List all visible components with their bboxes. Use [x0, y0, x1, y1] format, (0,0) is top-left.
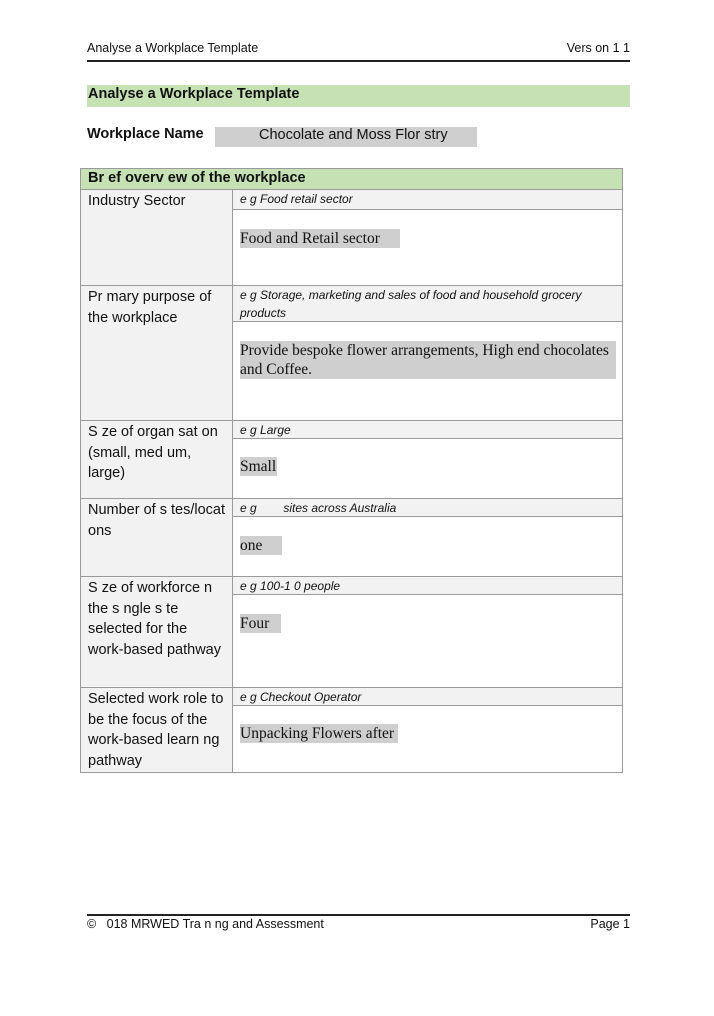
row-example: e g Food retail sector — [233, 190, 622, 210]
row-answer-cell[interactable] — [233, 210, 622, 285]
row-label: S ze of organ sat on (small, med um, large) — [81, 421, 233, 498]
row-answer[interactable]: one — [240, 536, 282, 555]
table-header: Br ef overv ew of the workplace — [81, 169, 622, 190]
row-example: e g sites across Australia — [233, 499, 622, 517]
document-heading: Analyse a Workplace Template — [87, 85, 630, 107]
table-row-sites-locations — [81, 499, 622, 577]
row-example: e g 100-1 0 people — [233, 577, 622, 595]
row-label: Pr mary purpose of the workplace — [81, 286, 233, 420]
row-answer[interactable]: Four — [240, 614, 281, 633]
row-answer-cell[interactable] — [233, 706, 622, 772]
row-example: e g Large — [233, 421, 622, 439]
row-label: S ze of workforce n the s ngle s te selected for the work-based pathway — [81, 577, 233, 687]
header-rule — [87, 60, 630, 62]
workplace-overview-table — [80, 168, 623, 773]
footer-rule — [87, 914, 630, 916]
footer-copyright: © 018 MRWED Tra n ng and Assessment — [87, 917, 324, 931]
row-answer-cell[interactable] — [233, 517, 622, 576]
row-label: Selected work role to be the focus of the work-based learn ng pathway — [81, 688, 233, 772]
row-example: e g Checkout Operator — [233, 688, 622, 706]
row-example: e g Storage, marketing and sales of food and household grocery products — [233, 286, 622, 322]
row-answer-cell[interactable] — [233, 322, 622, 420]
row-label: Industry Sector — [81, 190, 233, 285]
workplace-name-label: Workplace Name — [87, 126, 204, 142]
row-answer-cell[interactable] — [233, 439, 622, 498]
row-answer[interactable]: Unpacking Flowers after — [240, 724, 398, 743]
header-version: Vers on 1 1 — [566, 41, 630, 55]
row-answer[interactable]: Small — [240, 458, 277, 475]
table-row-industry-sector — [81, 190, 622, 286]
page-number: Page 1 — [590, 917, 630, 931]
header-title: Analyse a Workplace Template — [87, 41, 259, 55]
row-answer[interactable]: Food and Retail sector — [240, 229, 400, 248]
table-row-organisation-size — [81, 421, 622, 499]
row-label: Number of s tes/locat ons — [81, 499, 233, 576]
row-answer-cell[interactable] — [233, 595, 622, 687]
table-row-primary-purpose — [81, 286, 622, 421]
table-row-selected-work-role — [81, 688, 622, 772]
row-answer[interactable]: Provide bespoke flower arrangements, High end chocolates and Coffee. — [240, 341, 616, 379]
workplace-name-field[interactable]: Chocolate and Moss Flor stry — [215, 127, 477, 147]
table-row-workforce-size — [81, 577, 622, 688]
